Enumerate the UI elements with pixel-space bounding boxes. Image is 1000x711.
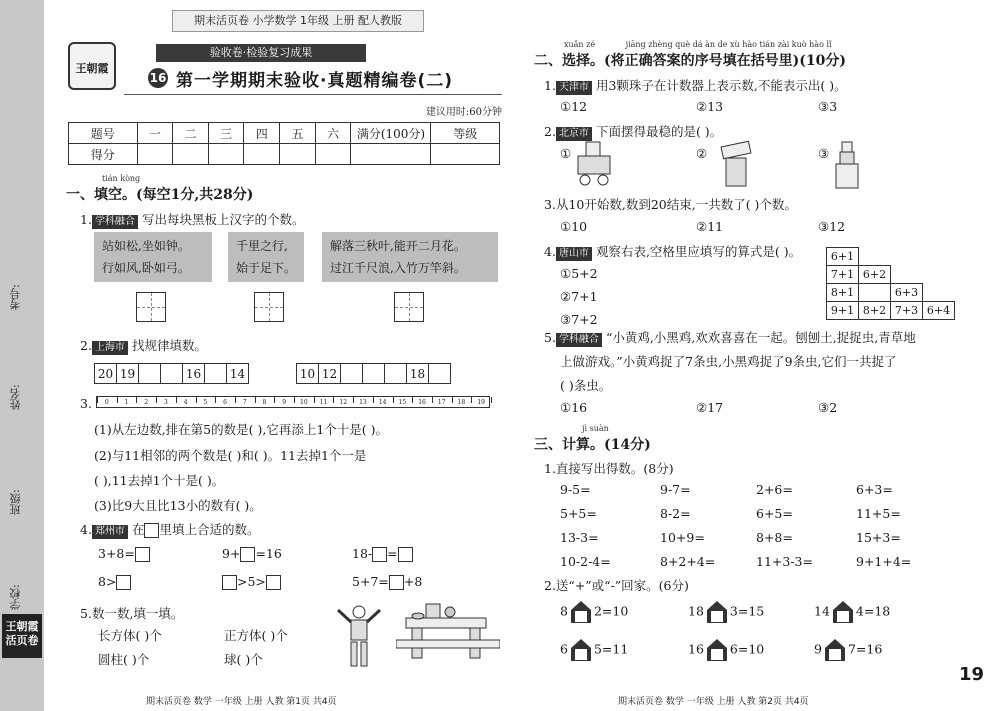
house-right-expr: 4=18 xyxy=(855,603,891,619)
q3-line-3: ( ),11去掉1个十是( )。 xyxy=(94,473,225,488)
ruler-label: 7 xyxy=(242,399,247,406)
seq-cell: 19 xyxy=(117,364,139,384)
ruler-label: 4 xyxy=(183,399,188,406)
ruler-label: 5 xyxy=(203,399,208,406)
score-table xyxy=(68,122,500,165)
box-icon xyxy=(144,523,159,538)
house-left-number: 8 xyxy=(560,603,568,619)
sign-house-item xyxy=(814,600,890,624)
add-cell: 9+1 xyxy=(827,302,859,320)
house-left-number: 9 xyxy=(814,641,822,657)
calc-item[interactable]: 11+3-3= xyxy=(756,554,813,569)
sign-house-item xyxy=(688,600,764,624)
answer-box[interactable] xyxy=(266,575,281,590)
seq-cell: 20 xyxy=(95,364,117,384)
sequence-1 xyxy=(94,363,249,384)
house-icon[interactable] xyxy=(570,600,592,624)
q4-eq-2: 9+ =16 xyxy=(222,546,282,561)
calc-item[interactable]: 2+6= xyxy=(756,482,793,497)
q3-line-2: (2)与11相邻的两个数是( )和( )。11去掉1个一是 xyxy=(94,448,367,463)
c5-line-1: 5. 学科融合 “小黄鸡,小黑鸡,欢欢喜喜在一起。刨刨土,捉捉虫,青草地 xyxy=(544,330,916,345)
ruler-tick xyxy=(471,397,472,403)
spine-logo: 王朝霞 活页卷 xyxy=(2,614,42,658)
score-input-cell[interactable] xyxy=(173,144,209,165)
spine-wave-edge xyxy=(36,0,50,711)
c4-opt-3[interactable]: ③7+2 xyxy=(560,312,598,327)
ruler-tick xyxy=(274,397,275,403)
score-header-row xyxy=(69,123,500,144)
q4-eq-4: 8> xyxy=(98,574,131,590)
calc-item[interactable]: 8+2+4= xyxy=(660,554,716,569)
section-2-title: 二、选择。(将正确答案的序号填在括号里)(10分) xyxy=(534,53,846,69)
q4-eq-5: >5> xyxy=(222,574,281,590)
house-left-number: 6 xyxy=(560,641,568,657)
spine-exam-id-field[interactable]: 考号: xyxy=(9,284,22,310)
ruler-tick xyxy=(235,397,236,403)
calc-item[interactable]: 11+5= xyxy=(856,506,901,521)
calc-item[interactable]: 9-7= xyxy=(660,482,691,497)
q5-cuboid: 长方体( )个 xyxy=(98,628,162,643)
k1-prompt: 1.直接写出得数。(8分) xyxy=(544,461,674,476)
seq-blank[interactable] xyxy=(341,364,363,384)
ruler-tick xyxy=(97,397,98,403)
c1-opt-2[interactable]: ②13 xyxy=(696,99,724,114)
house-icon[interactable] xyxy=(706,638,728,662)
ruler-tick xyxy=(176,397,177,403)
q5-prompt: 5.数一数,填一填。 xyxy=(80,606,184,621)
blackboard-2: 千里之行, 始于足下。 xyxy=(228,232,304,282)
c1-opt-1[interactable]: ①12 xyxy=(560,99,588,114)
score-input-cell[interactable] xyxy=(315,144,351,165)
q1-tag: 学科融合 xyxy=(92,215,138,229)
score-input-cell[interactable] xyxy=(280,144,316,165)
c5-opt-2[interactable]: ②17 xyxy=(696,400,724,415)
brand-logo: 王朝霞 xyxy=(68,42,116,90)
sign-house-item xyxy=(560,600,628,624)
score-input-cell[interactable] xyxy=(244,144,280,165)
answer-box[interactable] xyxy=(389,575,404,590)
house-left-number: 16 xyxy=(688,641,704,657)
ruler-tick xyxy=(412,397,413,403)
sequence-2 xyxy=(296,363,451,384)
sub-banner: 验收卷·检验复习成果 xyxy=(156,44,366,62)
c2-opt-1[interactable]: ① xyxy=(560,146,572,161)
title-divider xyxy=(124,94,502,95)
seq-blank[interactable] xyxy=(161,364,183,384)
blackboard-3: 解落三秋叶,能开二月花。 过江千尺浪,入竹万竿斜。 xyxy=(322,232,498,282)
stack-tower-icon xyxy=(832,140,862,190)
section-1-title: 一、填空。(每空1分,共28分) xyxy=(66,187,254,203)
score-head-cell: 五 xyxy=(280,123,316,144)
footer-right: 期末活页卷 数学 一年级 上册 人教 第2页 共4页 xyxy=(618,697,809,707)
score-input-cell[interactable] xyxy=(351,144,431,165)
house-icon[interactable] xyxy=(824,638,846,662)
sec2-pinyin: xuǎn zé jiāng zhèng què dá àn de xù hào tián zài kuò hào lǐ xyxy=(564,40,832,49)
ruler-label: 6 xyxy=(223,399,227,406)
sign-house-item xyxy=(814,638,882,662)
q4-eq-6: 5+7= +8 xyxy=(352,574,423,589)
sec3-pinyin: jì suàn xyxy=(582,424,609,433)
c5-line-3: ( )条虫。 xyxy=(560,378,612,393)
seq-blank[interactable] xyxy=(385,364,407,384)
q4-eq-3: 18- = xyxy=(352,546,413,562)
ruler-label: 13 xyxy=(359,399,367,406)
calc-item[interactable]: 10-2-4= xyxy=(560,554,611,569)
calc-item[interactable]: 6+5= xyxy=(756,506,793,521)
ruler-label: 17 xyxy=(437,399,446,406)
ruler-label: 1 xyxy=(124,399,129,406)
score-head-cell: 题号 xyxy=(69,123,138,144)
page-title: 第一学期期末验收·真题精编卷(二) xyxy=(176,70,453,91)
c3-opt-2[interactable]: ②11 xyxy=(696,219,724,234)
ruler-tick xyxy=(156,397,157,403)
c5-tag: 学科融合 xyxy=(556,333,602,347)
c3-prompt: 3.从10开始数,数到20结束,一共数了( )个数。 xyxy=(544,197,797,212)
exam-number-badge: 16 xyxy=(148,68,168,88)
c1-prompt: 1. 天津市 用3颗珠子在计数器上表示数,不能表示出( )。 xyxy=(544,78,847,93)
calc-item[interactable]: 8-2= xyxy=(660,506,691,521)
house-right-expr: 3=15 xyxy=(729,603,765,619)
seq-blank[interactable] xyxy=(363,364,385,384)
seq-blank[interactable] xyxy=(139,364,161,384)
ruler-tick xyxy=(393,397,394,403)
add-cell: 8+1 xyxy=(827,284,859,302)
ruler-tick xyxy=(294,397,295,403)
number-ruler xyxy=(96,396,490,408)
answer-box[interactable] xyxy=(372,547,387,562)
ruler-label: 18 xyxy=(457,399,466,406)
q2-prompt: 2. 上海市 找规律填数。 xyxy=(80,338,207,353)
sign-house-item xyxy=(560,638,628,662)
score-input-cell[interactable] xyxy=(208,144,244,165)
c5-line-2: 上做游戏。”小黄鸡捉了7条虫,小黑鸡捉了9条虫,它们一共捉了 xyxy=(560,354,897,369)
c4-prompt: 4. 唐山市 观察右表,空格里应填写的算式是( )。 xyxy=(544,244,802,259)
c4-tag: 唐山市 xyxy=(556,247,592,261)
ruler-tick xyxy=(117,397,118,403)
addition-table xyxy=(826,247,955,320)
score-label-cell: 得分 xyxy=(69,144,138,165)
ruler-label: 12 xyxy=(339,399,348,406)
ruler-tick xyxy=(314,397,315,403)
add-cell: 7+3 xyxy=(891,302,923,320)
q4-prompt: 4. 郑州市 在 里填上合适的数。 xyxy=(80,522,260,537)
score-input-cell[interactable] xyxy=(137,144,173,165)
seq-cell: 18 xyxy=(407,364,429,384)
ruler-tick xyxy=(333,397,334,403)
ruler-label: 11 xyxy=(319,399,328,406)
answer-box[interactable] xyxy=(222,575,237,590)
c2-prompt: 2. 北京市 下面摆得最稳的是( )。 xyxy=(544,124,723,139)
calc-item[interactable]: 10+9= xyxy=(660,530,705,545)
c4-opt-1[interactable]: ①5+2 xyxy=(560,266,598,281)
calc-item[interactable]: 9+1+4= xyxy=(856,554,912,569)
ruler-tick xyxy=(491,397,492,403)
house-left-number: 14 xyxy=(814,603,830,619)
answer-grid-2[interactable] xyxy=(254,292,284,322)
c4-opt-2[interactable]: ②7+1 xyxy=(560,289,598,304)
stack-truck-icon xyxy=(576,140,612,188)
c5-opt-1[interactable]: ①16 xyxy=(560,400,588,415)
spine-school-field[interactable]: 学校: xyxy=(9,584,22,610)
add-cell: 6+3 xyxy=(891,284,923,302)
score-head-cell: 四 xyxy=(244,123,280,144)
c1-tag: 天津市 xyxy=(556,81,592,95)
add-cell: 6+1 xyxy=(827,248,859,266)
add-blank-cell[interactable] xyxy=(859,284,891,302)
ruler-label: 3 xyxy=(164,399,168,406)
spine-name-field[interactable]: 姓名: xyxy=(9,384,22,410)
add-cell: 6+2 xyxy=(859,266,891,284)
house-icon[interactable] xyxy=(706,600,728,624)
ruler-tick xyxy=(452,397,453,403)
ruler-tick xyxy=(432,397,433,403)
ruler-label: 15 xyxy=(398,399,407,406)
calc-item[interactable]: 5+5= xyxy=(560,506,597,521)
q5-cube: 正方体( )个 xyxy=(224,628,288,643)
house-right-expr: 7=16 xyxy=(847,641,883,657)
house-icon[interactable] xyxy=(832,600,854,624)
answer-grid-3[interactable] xyxy=(394,292,424,322)
q3-line-4: (3)比9大且比13小的数有( )。 xyxy=(94,498,262,513)
stack-tilted-icon xyxy=(716,140,756,188)
seq-blank[interactable] xyxy=(429,364,451,384)
ruler-tick xyxy=(136,397,137,403)
ruler-label: 0 xyxy=(104,399,109,406)
house-right-expr: 5=11 xyxy=(593,641,629,657)
c2-tag: 北京市 xyxy=(556,127,592,141)
add-cell: 8+2 xyxy=(859,302,891,320)
q3-number: 3. xyxy=(80,396,92,411)
ruler-label: 19 xyxy=(477,399,485,406)
right-page xyxy=(524,0,990,711)
score-head-cell: 一 xyxy=(137,123,173,144)
c5-opt-3[interactable]: ③2 xyxy=(818,400,838,415)
calc-item[interactable]: 8+8= xyxy=(756,530,793,545)
c2-opt-3[interactable]: ③ xyxy=(818,146,830,161)
sec1-pinyin: tián kòng xyxy=(102,174,141,183)
c3-opt-1[interactable]: ①10 xyxy=(560,219,588,234)
c2-opt-2[interactable]: ② xyxy=(696,146,708,161)
house-right-expr: 2=10 xyxy=(593,603,629,619)
score-head-cell: 等级 xyxy=(431,123,500,144)
series-banner: 期末活页卷 小学数学 1年级 上册 配人教版 xyxy=(172,10,424,32)
ruler-tick xyxy=(373,397,374,403)
answer-box[interactable] xyxy=(135,547,150,562)
seq-cell: 12 xyxy=(319,364,341,384)
ruler-label: 2 xyxy=(144,399,149,406)
spine-class-field[interactable]: 班级: xyxy=(9,489,22,515)
seq-cell: 14 xyxy=(227,364,249,384)
c3-opt-3[interactable]: ③12 xyxy=(818,219,846,234)
q4-tag: 郑州市 xyxy=(92,525,128,539)
house-left-number: 18 xyxy=(688,603,704,619)
title-row xyxy=(148,64,508,92)
answer-box[interactable] xyxy=(116,575,131,590)
calc-item[interactable]: 9-5= xyxy=(560,482,591,497)
add-cell: 7+1 xyxy=(827,266,859,284)
score-head-cell: 二 xyxy=(173,123,209,144)
section-3-title: 三、计算。(14分) xyxy=(534,437,651,453)
score-input-cell[interactable] xyxy=(431,144,500,165)
seq-blank[interactable] xyxy=(205,364,227,384)
c1-opt-3[interactable]: ③3 xyxy=(818,99,838,114)
ruler-label: 8 xyxy=(262,399,267,406)
answer-grid-1[interactable] xyxy=(136,292,166,322)
q5-sphere: 球( )个 xyxy=(224,652,263,667)
answer-box[interactable] xyxy=(398,547,413,562)
ruler-label: 14 xyxy=(378,399,387,406)
ruler-tick xyxy=(255,397,256,403)
seq-cell: 10 xyxy=(297,364,319,384)
ruler-tick xyxy=(353,397,354,403)
sign-house-item xyxy=(688,638,764,662)
k2-prompt: 2.送“+”或“-”回家。(6分) xyxy=(544,578,689,593)
q3-line-1: (1)从左边数,排在第5的数是( ),它再添上1个十是( )。 xyxy=(94,422,389,437)
ruler-label: 16 xyxy=(418,399,426,406)
blackboard-1: 站如松,坐如钟。 行如风,卧如弓。 xyxy=(94,232,212,282)
seq-cell: 16 xyxy=(183,364,205,384)
ruler-label: 10 xyxy=(300,399,308,406)
block-figure-icon xyxy=(334,604,384,668)
answer-box[interactable] xyxy=(240,547,255,562)
q5-cylinder: 圆柱( )个 xyxy=(98,652,150,667)
q4-eq-1: 3+8= xyxy=(98,546,150,562)
calc-item[interactable]: 15+3= xyxy=(856,530,901,545)
calc-item[interactable]: 13-3= xyxy=(560,530,599,545)
calc-item[interactable]: 6+3= xyxy=(856,482,893,497)
score-row xyxy=(69,144,500,165)
q1-prompt: 1. 学科融合 写出每块黑板上汉字的个数。 xyxy=(80,212,305,227)
ruler-tick xyxy=(215,397,216,403)
ruler-label: 9 xyxy=(282,399,287,406)
suggested-time: 建议用时:60分钟 xyxy=(425,107,502,118)
house-right-expr: 6=10 xyxy=(729,641,765,657)
score-head-cell: 三 xyxy=(208,123,244,144)
footer-left: 期末活页卷 数学 一年级 上册 人教 第1页 共4页 xyxy=(146,697,337,707)
ruler-tick xyxy=(196,397,197,403)
left-page xyxy=(62,0,502,711)
score-head-cell: 满分(100分) xyxy=(351,123,431,144)
block-bridge-icon xyxy=(396,600,500,664)
score-head-cell: 六 xyxy=(315,123,351,144)
q2-tag: 上海市 xyxy=(92,341,128,355)
page-number: 19 xyxy=(958,664,984,685)
add-cell: 6+4 xyxy=(923,302,955,320)
house-icon[interactable] xyxy=(570,638,592,662)
